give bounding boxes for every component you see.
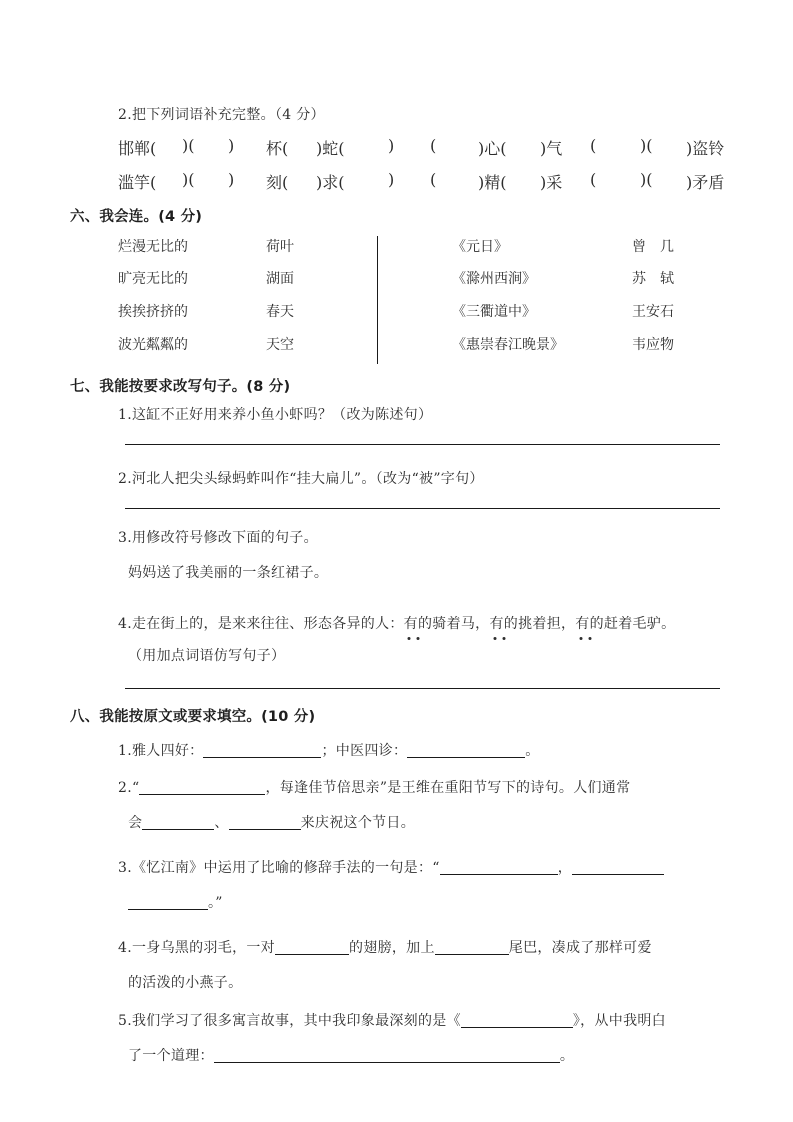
match-adjective[interactable]: 挨挨挤挤的 (118, 304, 188, 320)
item-text-part1: ，每逢佳节倍思亲”是王维在重阳节写下的诗句。人们通常 (265, 780, 631, 796)
item-text: 用修改符号修改下面的句子。 (131, 530, 318, 546)
match-author[interactable]: 苏 轼 (632, 271, 674, 287)
wc-cell: )盗铃 (686, 139, 725, 158)
fill-blank[interactable] (440, 859, 558, 875)
wc-cell: ( (430, 170, 437, 189)
fill-blank[interactable] (139, 779, 265, 795)
item-number: 2. (118, 471, 132, 487)
item-text-prefix: 会 (128, 815, 143, 831)
item-text: 这缸不正好用来养小鱼小虾吗？（改为陈述句） (131, 407, 433, 423)
section-eight-item-3 (118, 857, 664, 877)
match-author[interactable]: 韦应物 (632, 337, 674, 353)
item-text-suffix: 来庆祝这个节日。 (300, 815, 416, 831)
item-text-part3: 。 (525, 743, 540, 759)
item-text-tail: 。” (208, 895, 223, 911)
match-poem[interactable]: 《惠崇春江晚景》 (452, 337, 564, 353)
section-eight-heading: 八、我能按原文或要求填空。(10 分) (70, 709, 316, 725)
fill-blank[interactable] (572, 859, 664, 875)
item-number: 5. (118, 1013, 132, 1029)
section-seven-item-1 (118, 404, 432, 424)
emphasis-word: 有的 (575, 613, 604, 633)
fill-blank[interactable] (203, 742, 321, 758)
wc-cell: ( (590, 136, 597, 155)
wc-cell: )矛盾 (686, 173, 725, 192)
wc-cell: )( (640, 136, 653, 155)
section-eight-item-1 (118, 740, 540, 760)
section-seven-item-3 (118, 527, 318, 547)
item-number: 4. (118, 616, 132, 632)
item-text-part1: 雅人四好： (131, 743, 204, 759)
match-noun[interactable]: 天空 (266, 337, 294, 353)
answer-line[interactable] (125, 444, 720, 445)
item-text-part2: 》，从中我明白 (572, 1013, 666, 1029)
emphasis-word: 有的 (404, 613, 433, 633)
fill-blank[interactable] (461, 1012, 573, 1028)
match-row (0, 334, 793, 364)
match-adjective[interactable]: 烂漫无比的 (118, 239, 188, 255)
fill-blank[interactable] (435, 939, 509, 955)
wc-cell: ( (590, 170, 597, 189)
wc-cell: ) (228, 170, 235, 189)
section-eight-item-5 (118, 1010, 666, 1030)
wc-cell: )( (182, 136, 195, 155)
emphasis-word: 有的 (489, 613, 518, 633)
item-text-part1: 《忆江南》中运用了比喻的修辞手法的一句是：“ (131, 860, 440, 876)
section-seven-item-4-note: （用加点词语仿写句子） (128, 648, 286, 664)
wc-cell: ( (430, 136, 437, 155)
item-text-mid1: 骑着马， (432, 616, 490, 632)
wc-cell: 杯( (266, 139, 289, 158)
wc-cell: ) (388, 136, 395, 155)
wc-cell: )心( (478, 139, 507, 158)
wc-cell: ) (388, 170, 395, 189)
match-noun[interactable]: 春天 (266, 304, 294, 320)
section-eight-item-4 (118, 937, 652, 957)
match-noun[interactable]: 荷叶 (266, 239, 294, 255)
section-seven-item-2 (118, 468, 484, 488)
item-text-part1: 走在街上的，是来来往往、形态各异的人： (131, 616, 404, 632)
item-text-part2: 的翅膀，加上 (348, 940, 435, 956)
wc-cell: )采 (540, 173, 563, 192)
wc-cell: )( (182, 170, 195, 189)
word-completion-prompt: 2.把下列词语补充完整。（4 分） (118, 107, 325, 123)
item-number: 1. (118, 743, 132, 759)
word-completion-row-1 (0, 136, 793, 162)
match-adjective[interactable]: 旷亮无比的 (118, 271, 188, 287)
wc-cell: 滥竽( (118, 173, 157, 192)
section-eight-item-2 (118, 777, 630, 797)
match-row (0, 301, 793, 331)
fill-blank[interactable] (407, 742, 525, 758)
wc-cell: )蛇( (316, 139, 345, 158)
match-poem[interactable]: 《元日》 (452, 239, 508, 255)
section-eight-item-5-line2 (128, 1045, 574, 1065)
section-eight-item-2-line2 (128, 812, 415, 832)
item-text-part1: 一身乌黑的羽毛，一对 (131, 940, 275, 956)
match-poem[interactable]: 《滁州西涧》 (452, 271, 536, 287)
section-eight-item-3-line2 (128, 892, 223, 912)
item-number: 2. (118, 780, 132, 796)
wc-cell: ) (228, 136, 235, 155)
wc-cell: )精( (478, 173, 507, 192)
match-poem[interactable]: 《三衢道中》 (452, 304, 536, 320)
item-text-suffix: 。 (559, 1048, 575, 1064)
match-author[interactable]: 曾 几 (632, 239, 674, 255)
fill-blank[interactable] (229, 814, 301, 830)
section-seven-item-3-sentence: 妈妈送了我美丽的一条红裙子。 (128, 565, 329, 581)
answer-line[interactable] (125, 688, 720, 689)
fill-blank[interactable] (142, 814, 214, 830)
wc-cell: 刻( (266, 173, 289, 192)
item-number: 3. (118, 860, 132, 876)
match-author[interactable]: 王安石 (632, 304, 674, 320)
item-text-mid: 、 (214, 815, 229, 831)
item-text-part2: ；中医四诊： (321, 743, 408, 759)
match-adjective[interactable]: 波光粼粼的 (118, 337, 188, 353)
item-text-tail: 赶着毛驴。 (603, 616, 676, 632)
word-completion-row-2 (0, 170, 793, 196)
item-text-mid2: 挑着担， (518, 616, 576, 632)
section-six-heading: 六、我会连。(4 分) (70, 209, 203, 225)
wc-cell: 邯郸( (118, 139, 157, 158)
match-noun[interactable]: 湖面 (266, 271, 294, 287)
wc-cell: )求( (316, 173, 345, 192)
wc-cell: )气 (540, 139, 563, 158)
item-number: 1. (118, 407, 132, 423)
answer-line[interactable] (125, 508, 720, 509)
item-number: 4. (118, 940, 132, 956)
item-text-part3: 尾巴，凑成了那样可爱 (508, 940, 652, 956)
item-comma: ， (557, 860, 573, 876)
item-text: 河北人把尖头绿蚂蚱叫作“挂大扁儿”。（改为“被”字句） (131, 471, 484, 487)
section-seven-heading: 七、我能按要求改写句子。(8 分) (70, 379, 291, 395)
match-row (0, 268, 793, 298)
fill-blank[interactable] (275, 939, 349, 955)
wc-cell: )( (640, 170, 653, 189)
item-text-prefix: 了一个道理： (128, 1048, 214, 1064)
item-number: 3. (118, 530, 132, 546)
open-quote: “ (131, 780, 140, 796)
fill-blank[interactable] (214, 1047, 560, 1063)
section-eight-item-4-line2: 的活泼的小燕子。 (128, 975, 243, 991)
item-text-part1: 我们学习了很多寓言故事，其中我印象最深刻的是《 (131, 1013, 461, 1029)
section-seven-item-4 (118, 613, 675, 633)
fill-blank[interactable] (128, 894, 208, 910)
match-row (0, 236, 793, 266)
